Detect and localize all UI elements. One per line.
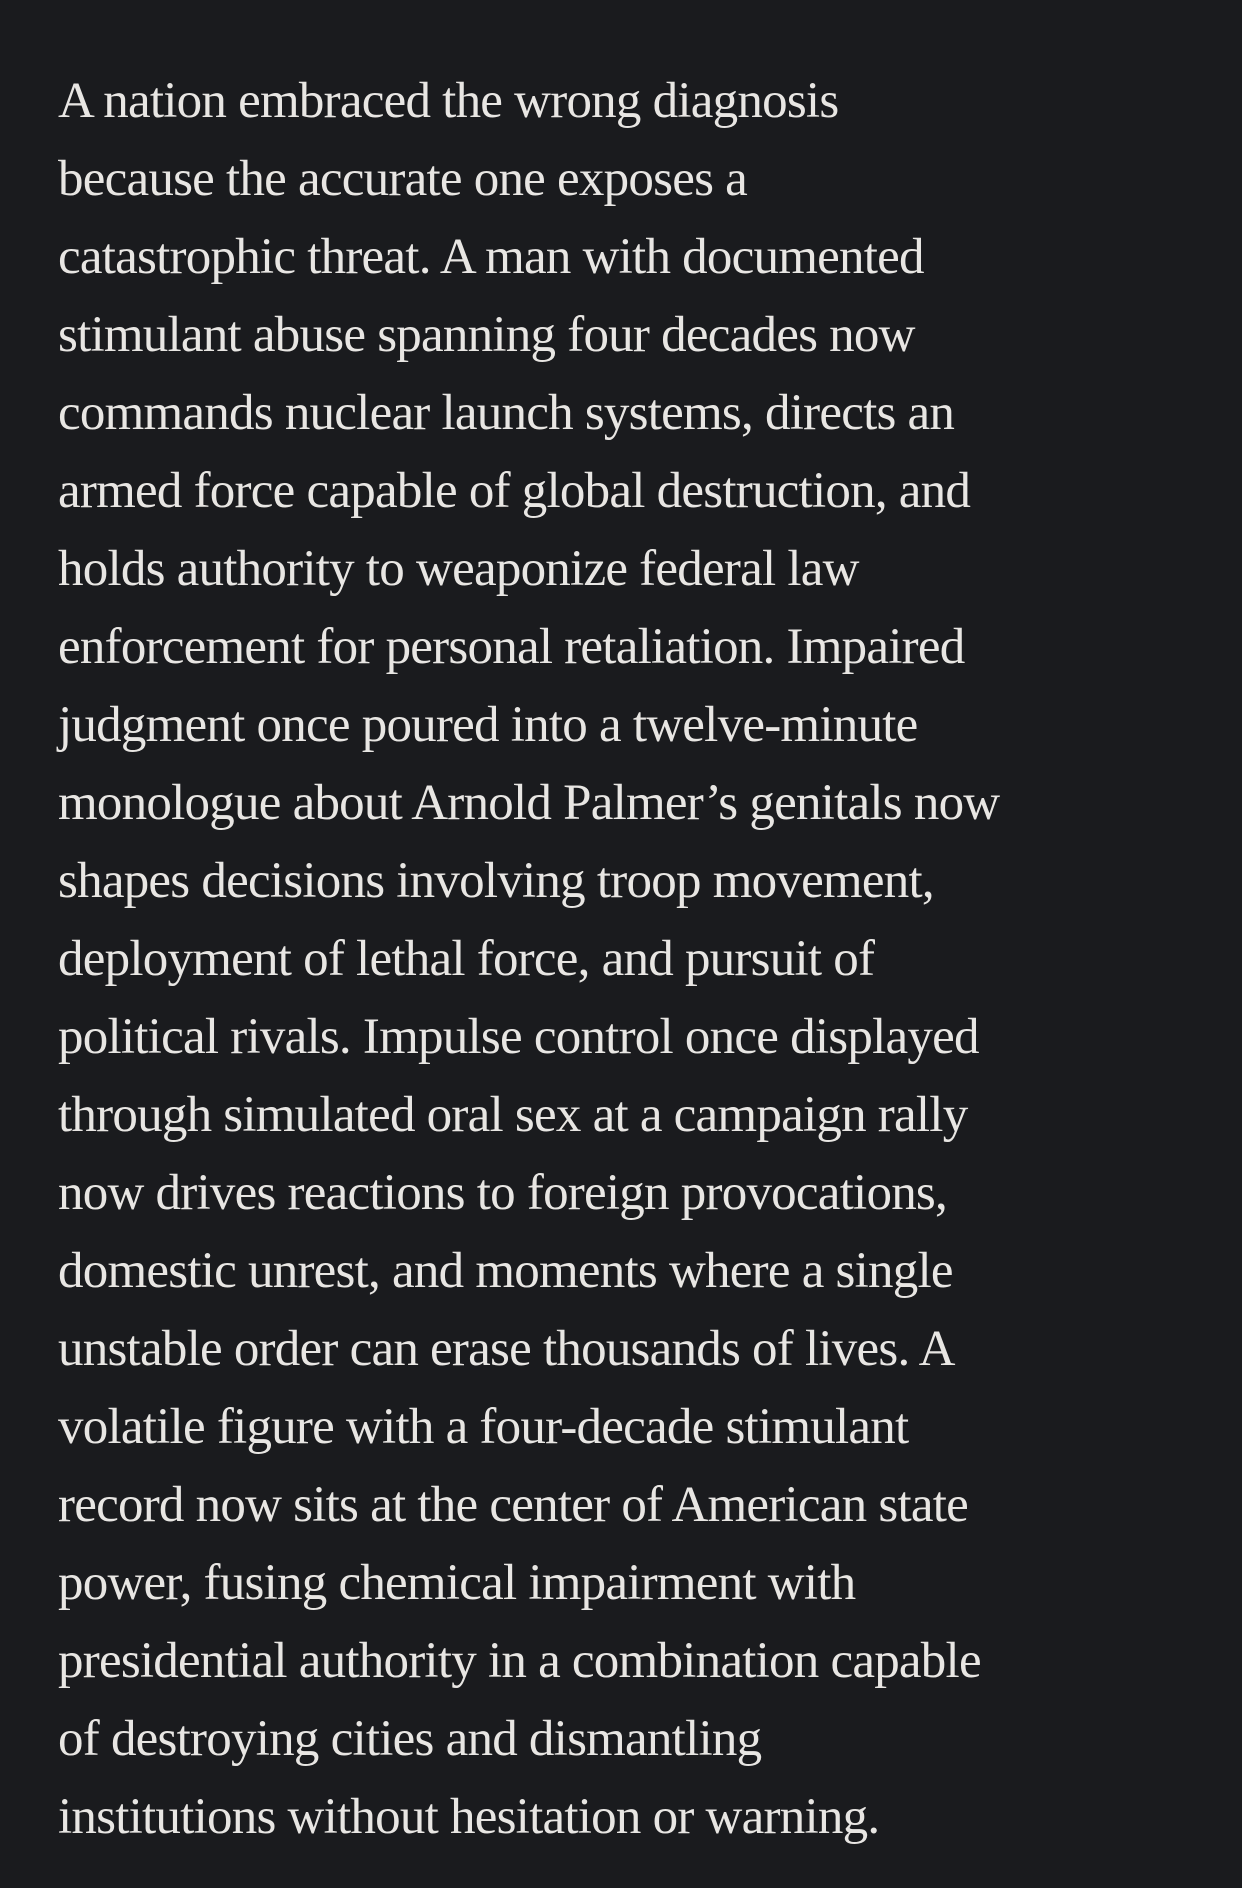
text-line: enforcement for personal retaliation. Impaired	[58, 619, 965, 675]
text-line: political rivals. Impulse control once displayed	[58, 1009, 979, 1065]
text-line: of destroying cities and dismantling	[58, 1711, 762, 1767]
text-line: presidential authority in a combination capable	[58, 1633, 981, 1689]
text-line: shapes decisions involving troop movement,	[58, 853, 934, 909]
text-line: unstable order can erase thousands of lives. A	[58, 1321, 955, 1377]
text-line: record now sits at the center of American state	[58, 1477, 969, 1533]
text-line: A nation embraced the wrong diagnosis	[58, 73, 839, 129]
text-line: through simulated oral sex at a campaign rally	[58, 1087, 968, 1143]
text-line: monologue about Arnold Palmer’s genitals now	[58, 775, 1000, 831]
text-line: catastrophic threat. A man with documented	[58, 229, 924, 285]
text-line: domestic unrest, and moments where a single	[58, 1243, 953, 1299]
text-line: deployment of lethal force, and pursuit of	[58, 931, 875, 987]
text-line: now drives reactions to foreign provocations,	[58, 1165, 948, 1221]
text-line: because the accurate one exposes a	[58, 151, 748, 207]
paragraph-text	[58, 62, 1186, 1856]
text-line: stimulant abuse spanning four decades now	[58, 307, 915, 363]
text-line: armed force capable of global destruction, and	[58, 463, 971, 519]
text-line: holds authority to weaponize federal law	[58, 541, 859, 597]
text-line: power, fusing chemical impairment with	[58, 1555, 856, 1611]
text-line: commands nuclear launch systems, directs an	[58, 385, 955, 441]
text-line: institutions without hesitation or warning.	[58, 1789, 880, 1845]
text-line: volatile figure with a four-decade stimulant	[58, 1399, 909, 1455]
text-line: judgment once poured into a twelve-minute	[58, 697, 918, 753]
